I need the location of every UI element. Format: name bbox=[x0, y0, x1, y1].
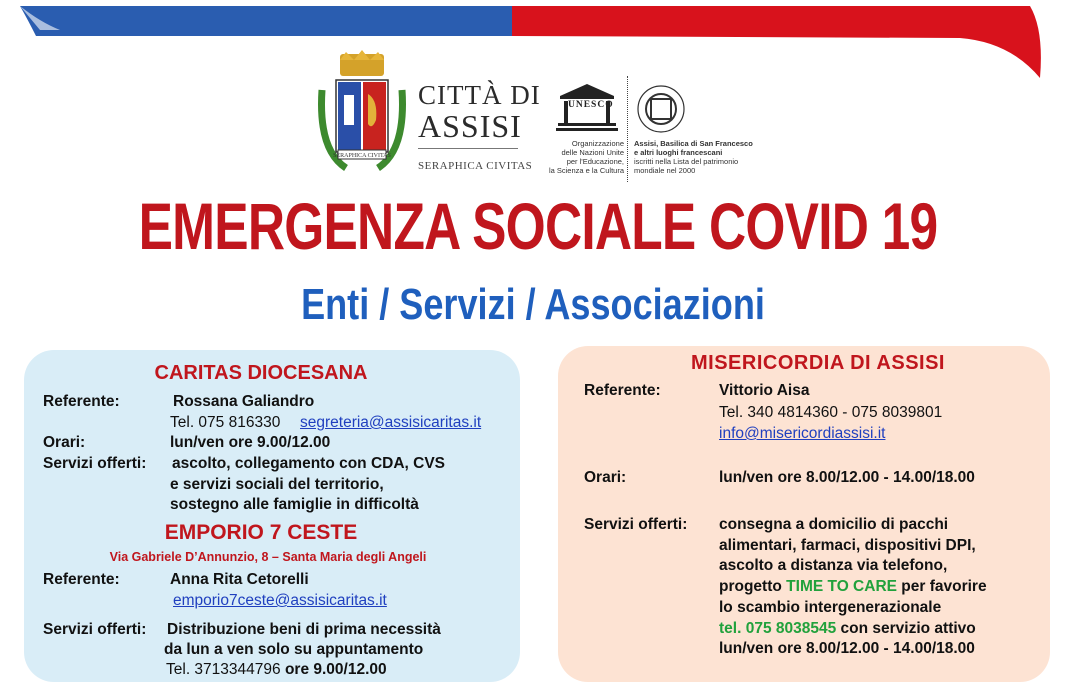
subtitle: Enti / Servizi / Associazioni bbox=[301, 280, 765, 329]
emporio-hours: ore 9.00/12.00 bbox=[284, 661, 387, 678]
world-heritage-emblem-icon bbox=[636, 84, 686, 134]
caritas-referente-name: Rossana Galiandro bbox=[173, 393, 315, 410]
unesco-line: Organizzazione bbox=[571, 139, 624, 148]
assisi-crest-icon bbox=[316, 50, 408, 180]
unesco-dotted-divider bbox=[627, 76, 628, 182]
emporio-address: Via Gabriele D’Annunzio, 8 – Santa Maria degli Angeli bbox=[109, 550, 427, 564]
heritage-line: e altri luoghi francescani bbox=[634, 148, 723, 157]
city-name-line2: ASSISI bbox=[418, 108, 522, 144]
misericordia-servizi-line: consegna a domicilio di pacchi bbox=[719, 516, 949, 533]
unesco-line: per l'Educazione, bbox=[566, 157, 624, 166]
unesco-description bbox=[528, 139, 624, 175]
servizi-text: per favorire bbox=[901, 578, 987, 595]
unesco-line: delle Nazioni Unite bbox=[561, 148, 624, 157]
misericordia-servizi-line: lo scambio intergenerazionale bbox=[719, 599, 942, 616]
phone-highlight: tel. 075 8038545 bbox=[719, 620, 837, 637]
top-banner bbox=[0, 0, 1076, 80]
blue-band bbox=[20, 6, 512, 36]
caritas-tel: Tel. 075 816330 bbox=[170, 414, 281, 431]
emporio-referente-label: Referente: bbox=[43, 571, 120, 588]
emporio-tel-number: Tel. 3713344796 bbox=[166, 661, 281, 678]
misericordia-servizi-line bbox=[719, 620, 976, 638]
misericordia-tel: Tel. 340 4814360 - 075 8039801 bbox=[719, 404, 943, 421]
misericordia-servizi-line: lun/ven ore 8.00/12.00 - 14.00/18.00 bbox=[719, 640, 975, 657]
city-name-line1: CITTÀ DI bbox=[418, 80, 541, 110]
heritage-line: Assisi, Basilica di San Francesco bbox=[634, 139, 753, 148]
misericordia-orari-label: Orari: bbox=[584, 469, 627, 486]
caritas-title: CARITAS DIOCESANA bbox=[154, 362, 368, 384]
emporio-servizi-line: Distribuzione beni di prima necessità bbox=[167, 621, 441, 638]
misericordia-referente-name: Vittorio Aisa bbox=[719, 382, 810, 399]
caritas-servizi-label: Servizi offerti: bbox=[43, 455, 147, 472]
emporio-servizi-label: Servizi offerti: bbox=[43, 621, 147, 638]
heritage-description bbox=[634, 139, 753, 175]
servizi-text: con servizio attivo bbox=[840, 620, 976, 637]
caritas-email-link[interactable]: segreteria@assisicaritas.it bbox=[300, 414, 482, 431]
emporio-email-link[interactable]: emporio7ceste@assisicaritas.it bbox=[173, 592, 387, 609]
caritas-servizi-line: ascolto, collegamento con CDA, CVS bbox=[172, 455, 446, 472]
emporio-servizi-line: da lun a ven solo su appuntamento bbox=[164, 641, 424, 658]
main-title: EMERGENZA SOCIALE COVID 19 bbox=[138, 189, 938, 263]
heritage-line: iscritti nella Lista del patrimonio bbox=[634, 157, 739, 166]
misericordia-orari-value: lun/ven ore 8.00/12.00 - 14.00/18.00 bbox=[719, 469, 975, 486]
misericordia-servizi-line bbox=[719, 578, 987, 596]
caritas-servizi-line: sostegno alle famiglie in difficoltà bbox=[170, 496, 419, 513]
misericordia-referente-label: Referente: bbox=[584, 382, 661, 399]
emporio-referente-name: Anna Rita Cetorelli bbox=[170, 571, 309, 588]
misericordia-title: MISERICORDIA DI ASSISI bbox=[691, 352, 945, 374]
unesco-line: la Scienza e la Cultura bbox=[548, 166, 624, 175]
emporio-title: EMPORIO 7 CESTE bbox=[164, 521, 358, 544]
caritas-servizi-line: e servizi sociali del territorio, bbox=[170, 476, 384, 493]
time-to-care-highlight: TIME TO CARE bbox=[786, 578, 897, 595]
misericordia-servizi-line: alimentari, farmaci, dispositivi DPI, bbox=[719, 537, 976, 554]
caritas-orari-label: Orari: bbox=[43, 434, 86, 451]
emporio-tel bbox=[166, 661, 387, 679]
misericordia-servizi-label: Servizi offerti: bbox=[584, 516, 688, 533]
misericordia-email-link[interactable]: info@misericordiassisi.it bbox=[719, 425, 886, 442]
servizi-text: progetto bbox=[719, 578, 782, 595]
heritage-line: mondiale nel 2000 bbox=[634, 166, 696, 175]
caritas-orari-value: lun/ven ore 9.00/12.00 bbox=[170, 434, 331, 451]
city-motto: SERAPHICA CIVITAS bbox=[418, 160, 533, 172]
city-divider bbox=[418, 148, 518, 149]
misericordia-servizi-line: ascolto a distanza via telefono, bbox=[719, 557, 948, 574]
unesco-word: UNESCO bbox=[568, 100, 614, 110]
caritas-referente-label: Referente: bbox=[43, 393, 120, 410]
red-band bbox=[512, 6, 1041, 78]
crest-banner-text: SERAPHICA CIVITAS bbox=[333, 153, 391, 159]
